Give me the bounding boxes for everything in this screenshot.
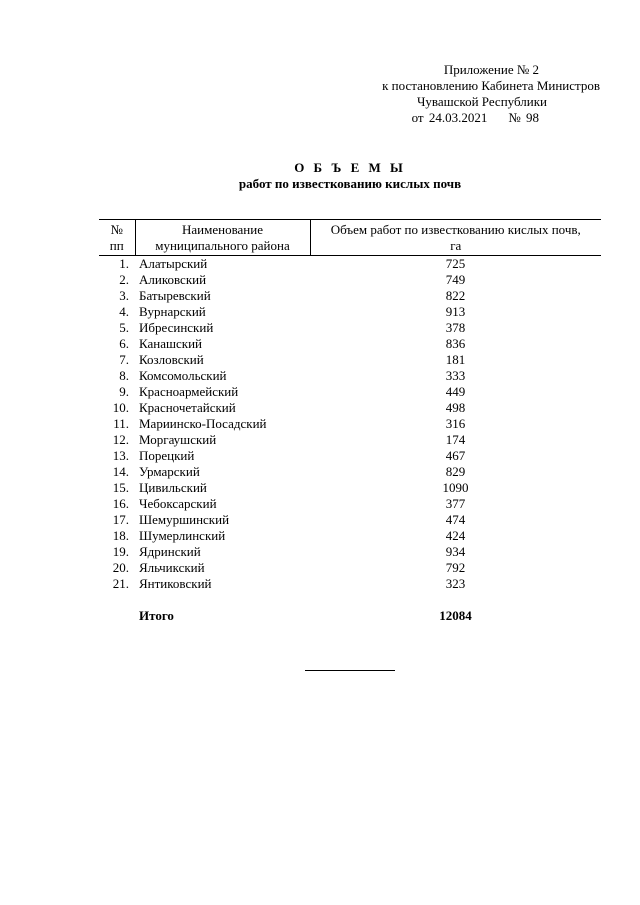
row-number: 1. — [119, 256, 129, 271]
table-row — [99, 432, 601, 448]
row-volume-value: 181 — [445, 352, 466, 367]
row-number: 3. — [119, 288, 129, 303]
table-body — [99, 256, 601, 625]
row-district-name: Алатырский — [139, 256, 208, 271]
table-row — [99, 560, 601, 576]
row-number: 10. — [112, 400, 129, 415]
row-volume-value: 822 — [445, 288, 466, 303]
document-title: О Б Ъ Е М Ы — [294, 160, 406, 175]
row-district-name: Канашский — [139, 336, 203, 351]
appendix-resolution: к постановлению Кабинета Министров — [382, 78, 600, 93]
row-volume-value: 1090 — [442, 480, 469, 495]
row-volume-value: 323 — [445, 576, 466, 591]
row-number: 8. — [119, 368, 129, 383]
row-district-name: Цивильский — [139, 480, 207, 495]
row-volume-value: 333 — [445, 368, 466, 383]
header-district — [135, 220, 310, 256]
row-volume-value: 449 — [445, 384, 466, 399]
row-number: 12. — [112, 432, 129, 447]
row-district-name: Шемуршинский — [139, 512, 230, 527]
row-volume-value: 913 — [445, 304, 466, 319]
table-row — [99, 304, 601, 320]
row-volume-value: 749 — [445, 272, 466, 287]
row-district-name: Яльчикский — [139, 560, 205, 575]
row-volume-value: 467 — [445, 448, 466, 463]
row-district-name: Вурнарский — [139, 304, 206, 319]
row-district-name: Красночетайский — [139, 400, 236, 415]
table-row — [99, 480, 601, 496]
row-volume-value: 378 — [445, 320, 466, 335]
row-number: 14. — [112, 464, 129, 479]
row-number: 17. — [112, 512, 129, 527]
row-district-name: Батыревский — [139, 288, 211, 303]
row-district-name: Мариинско-Посадский — [139, 416, 267, 431]
appendix-date-number: от 24.03.2021 № 98 — [411, 110, 539, 125]
table-row — [99, 512, 601, 528]
row-volume-value: 174 — [445, 432, 466, 447]
row-volume-value: 316 — [445, 416, 466, 431]
header-district-line2: муниципального района — [155, 238, 290, 253]
row-district-name: Ядринский — [139, 544, 201, 559]
table-header — [99, 220, 601, 256]
row-number: 21. — [112, 576, 129, 591]
header-number-line1: № — [110, 222, 123, 237]
appendix-republic: Чувашской Республики — [416, 94, 547, 109]
row-number: 20. — [112, 560, 129, 575]
header-row — [99, 220, 601, 256]
table-row — [99, 400, 601, 416]
row-number: 19. — [112, 544, 129, 559]
row-volume-value: 725 — [445, 256, 466, 271]
table-row — [99, 352, 601, 368]
total-label: Итого — [139, 608, 174, 623]
table-row — [99, 368, 601, 384]
row-number: 15. — [112, 480, 129, 495]
row-district-name: Красноармейский — [139, 384, 239, 399]
row-volume-value: 829 — [445, 464, 466, 479]
row-district-name: Комсомольский — [139, 368, 227, 383]
row-number: 6. — [119, 336, 129, 351]
row-volume-value: 377 — [445, 496, 466, 511]
table-row — [99, 576, 601, 592]
row-district-name: Янтиковский — [139, 576, 212, 591]
row-number: 2. — [119, 272, 129, 287]
row-number: 7. — [119, 352, 129, 367]
total-row — [99, 592, 601, 624]
table-row — [99, 384, 601, 400]
row-volume-value: 792 — [445, 560, 466, 575]
row-district-name: Ибресинский — [139, 320, 214, 335]
row-number: 4. — [119, 304, 129, 319]
table-row — [99, 336, 601, 352]
table-row — [99, 544, 601, 560]
appendix-block — [300, 62, 605, 126]
row-district-name: Моргаушский — [139, 432, 217, 447]
header-district-line1: Наименование — [182, 222, 263, 237]
table-row — [99, 464, 601, 480]
bottom-separator-line — [305, 670, 395, 671]
row-number: 5. — [119, 320, 129, 335]
row-district-name: Порецкий — [139, 448, 195, 463]
row-number: 16. — [112, 496, 129, 511]
row-volume-value: 498 — [445, 400, 466, 415]
row-volume-value: 424 — [445, 528, 466, 543]
row-volume-value: 474 — [445, 512, 466, 527]
table-row — [99, 448, 601, 464]
document-subtitle: работ по известкованию кислых почв — [238, 176, 462, 191]
total-value: 12084 — [439, 608, 472, 623]
table-row — [99, 496, 601, 512]
row-number: 9. — [119, 384, 129, 399]
row-volume-value: 934 — [445, 544, 466, 559]
header-number — [99, 220, 135, 256]
row-district-name: Шумерлинский — [139, 528, 226, 543]
row-number: 18. — [112, 528, 129, 543]
row-number: 11. — [113, 416, 129, 431]
row-volume-value: 836 — [445, 336, 466, 351]
table-row — [99, 528, 601, 544]
header-number-line2: пп — [109, 238, 124, 253]
row-district-name: Урмарский — [139, 464, 200, 479]
table-row — [99, 320, 601, 336]
volumes-table-container — [99, 219, 601, 624]
header-volume-line1: Объем работ по известкованию кислых почв, — [330, 222, 581, 237]
volumes-table — [99, 219, 601, 624]
table-row — [99, 256, 601, 273]
table-row — [99, 416, 601, 432]
header-volume — [310, 220, 601, 256]
header-volume-line2: га — [450, 238, 462, 253]
row-district-name: Чебоксарский — [139, 496, 217, 511]
total-number-cell — [99, 592, 135, 624]
appendix-number: Приложение № 2 — [443, 62, 539, 77]
row-number: 13. — [112, 448, 129, 463]
row-district-name: Козловский — [139, 352, 204, 367]
row-district-name: Аликовский — [139, 272, 207, 287]
table-row — [99, 288, 601, 304]
table-row — [99, 272, 601, 288]
